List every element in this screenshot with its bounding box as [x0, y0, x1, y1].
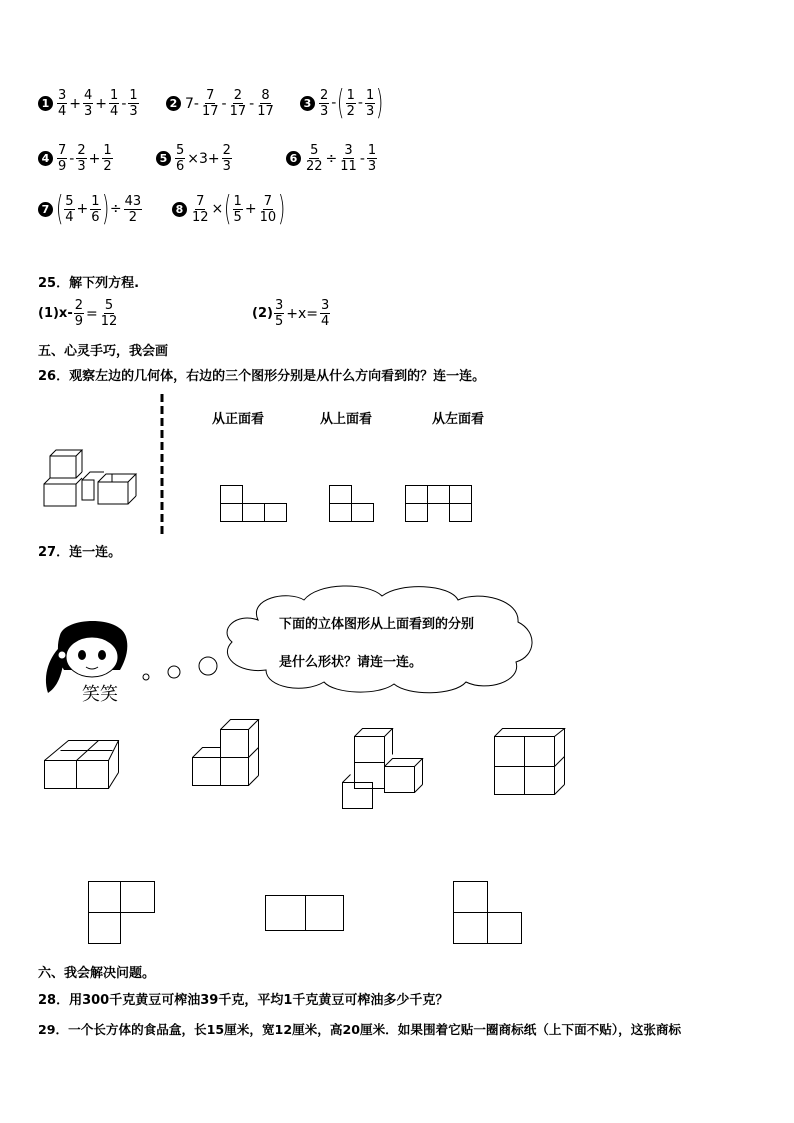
fraction: $\frac{1}{3}$ [367, 143, 377, 174]
fraction: $\frac{5}{6}$ [176, 143, 185, 174]
expr-4: 4 $\frac{7}{9}$ - $\frac{2}{3}$ + $\frac{1}{2}$ [38, 143, 114, 174]
view-label-top: 从上面看 [320, 412, 373, 427]
top-view-2 [265, 895, 347, 933]
q26-title: 26．观察左边的几何体，右边的三个图形分别是从什么方向看到的？连一连。 [38, 369, 486, 384]
expr-5: 5 $\frac{5}{6}$ ×3+ $\frac{2}{3}$ [156, 143, 233, 174]
fraction: $\frac{1}{3}$ [129, 88, 138, 119]
view-grid-3 [405, 485, 473, 523]
q25-equation-1: (1)x- $\frac{2}{9}$ = $\frac{5}{12}$ [38, 298, 118, 329]
solid-a [40, 736, 124, 792]
circled-number: 5 [156, 151, 171, 166]
thought-dots [140, 655, 220, 685]
solid-d [490, 726, 570, 798]
fraction: $\frac{3}{11}$ [340, 143, 357, 174]
dashed-divider [160, 394, 164, 534]
fraction: $\frac{5}{12}$ [100, 298, 118, 329]
fraction: $\frac{4}{3}$ [84, 88, 93, 119]
fraction: $\frac{3}{5}$ [274, 298, 284, 329]
section-6-heading: 六、我会解决问题。 [38, 966, 156, 981]
expr-2: 2 7- $\frac{7}{17}$ - $\frac{2}{17}$ - $\frac{8}{17}$ [166, 88, 276, 119]
view-label-front: 从正面看 [212, 412, 265, 427]
circled-number: 7 [38, 202, 53, 217]
q25-title: 25．解下列方程. [38, 276, 140, 291]
fraction: $\frac{1}{2}$ [103, 143, 112, 174]
expr-8: 8 $\frac{7}{12}$ × ( $\frac{1}{5}$ + $\frac{7}{10}$ ) [172, 192, 285, 226]
thought-bubble [218, 582, 538, 694]
fraction: $\frac{1}{3}$ [365, 87, 375, 119]
fraction: $\frac{8}{17}$ [257, 88, 274, 119]
fraction: $\frac{1}{4}$ [110, 88, 119, 119]
expr-6: 6 $\frac{5}{22}$ ÷ $\frac{3}{11}$ - $\frac{1}{3}$ [286, 143, 378, 174]
circled-number: 4 [38, 151, 53, 166]
expr-1: 1 $\frac{3}{4}$ + $\frac{4}{3}$ + $\frac{1}{4}$ - $\frac{1}{3}$ [38, 88, 140, 119]
fraction: $\frac{2}{3}$ [320, 87, 329, 119]
fraction: $\frac{7}{10}$ [259, 193, 277, 225]
circled-number: 1 [38, 96, 53, 111]
top-view-1 [88, 881, 158, 947]
fraction: $\frac{1}{6}$ [91, 193, 100, 225]
fraction: $\frac{7}{17}$ [201, 88, 219, 119]
expr-3: 3 $\frac{2}{3}$ - ( $\frac{1}{2}$ - $\frac{1}{3}$ ) [300, 86, 384, 120]
fraction: $\frac{3}{4}$ [320, 298, 330, 329]
q28-text: 28．用300千克黄豆可榨油39千克，平均1千克黄豆可榨油多少千克？ [38, 993, 449, 1008]
circled-number: 3 [300, 96, 315, 111]
top-view-3 [453, 881, 525, 947]
solid-c [338, 726, 428, 812]
bubble-text-2: 是什么形状？请连一连。 [279, 655, 423, 670]
fraction: $\frac{2}{9}$ [74, 298, 83, 329]
fraction: $\frac{1}{5}$ [233, 193, 242, 225]
q26-solid-figure [40, 450, 140, 510]
girl-name: 笑笑 [82, 684, 118, 705]
expr-7: 7 ( $\frac{5}{4}$ + $\frac{1}{6}$ ) ÷ $\frac{43}{2}$ [38, 192, 143, 226]
view-grid-2 [329, 485, 375, 523]
fraction: $\frac{2}{17}$ [229, 88, 247, 119]
fraction: $\frac{3}{4}$ [58, 88, 67, 119]
circled-number: 6 [286, 151, 301, 166]
q25-equation-2: (2) $\frac{3}{5}$ +x= $\frac{3}{4}$ [252, 298, 330, 329]
fraction: $\frac{43}{2}$ [124, 193, 142, 225]
bubble-text-1: 下面的立体图形从上面看到的分别 [279, 617, 475, 632]
fraction: $\frac{5}{4}$ [65, 193, 74, 225]
view-grid-1 [220, 485, 288, 523]
fraction: $\frac{2}{3}$ [77, 143, 86, 174]
circled-number: 8 [172, 202, 187, 217]
fraction: $\frac{5}{22}$ [306, 143, 323, 174]
fraction: $\frac{2}{3}$ [222, 143, 231, 174]
fraction: $\frac{7}{12}$ [192, 193, 209, 225]
solid-b [188, 715, 264, 791]
q29-text: 29．一个长方体的食品盒，长15厘米，宽12厘米，高20厘米．如果围着它贴一圈商标纸（上下面不贴），这张商标 [38, 1022, 682, 1037]
fraction: $\frac{1}{2}$ [346, 87, 355, 119]
circled-number: 2 [166, 96, 181, 111]
q27-title: 27．连一连。 [38, 545, 122, 560]
section-5-heading: 五、心灵手巧，我会画 [38, 344, 169, 359]
view-label-left: 从左面看 [432, 412, 485, 427]
fraction: $\frac{7}{9}$ [58, 143, 67, 174]
